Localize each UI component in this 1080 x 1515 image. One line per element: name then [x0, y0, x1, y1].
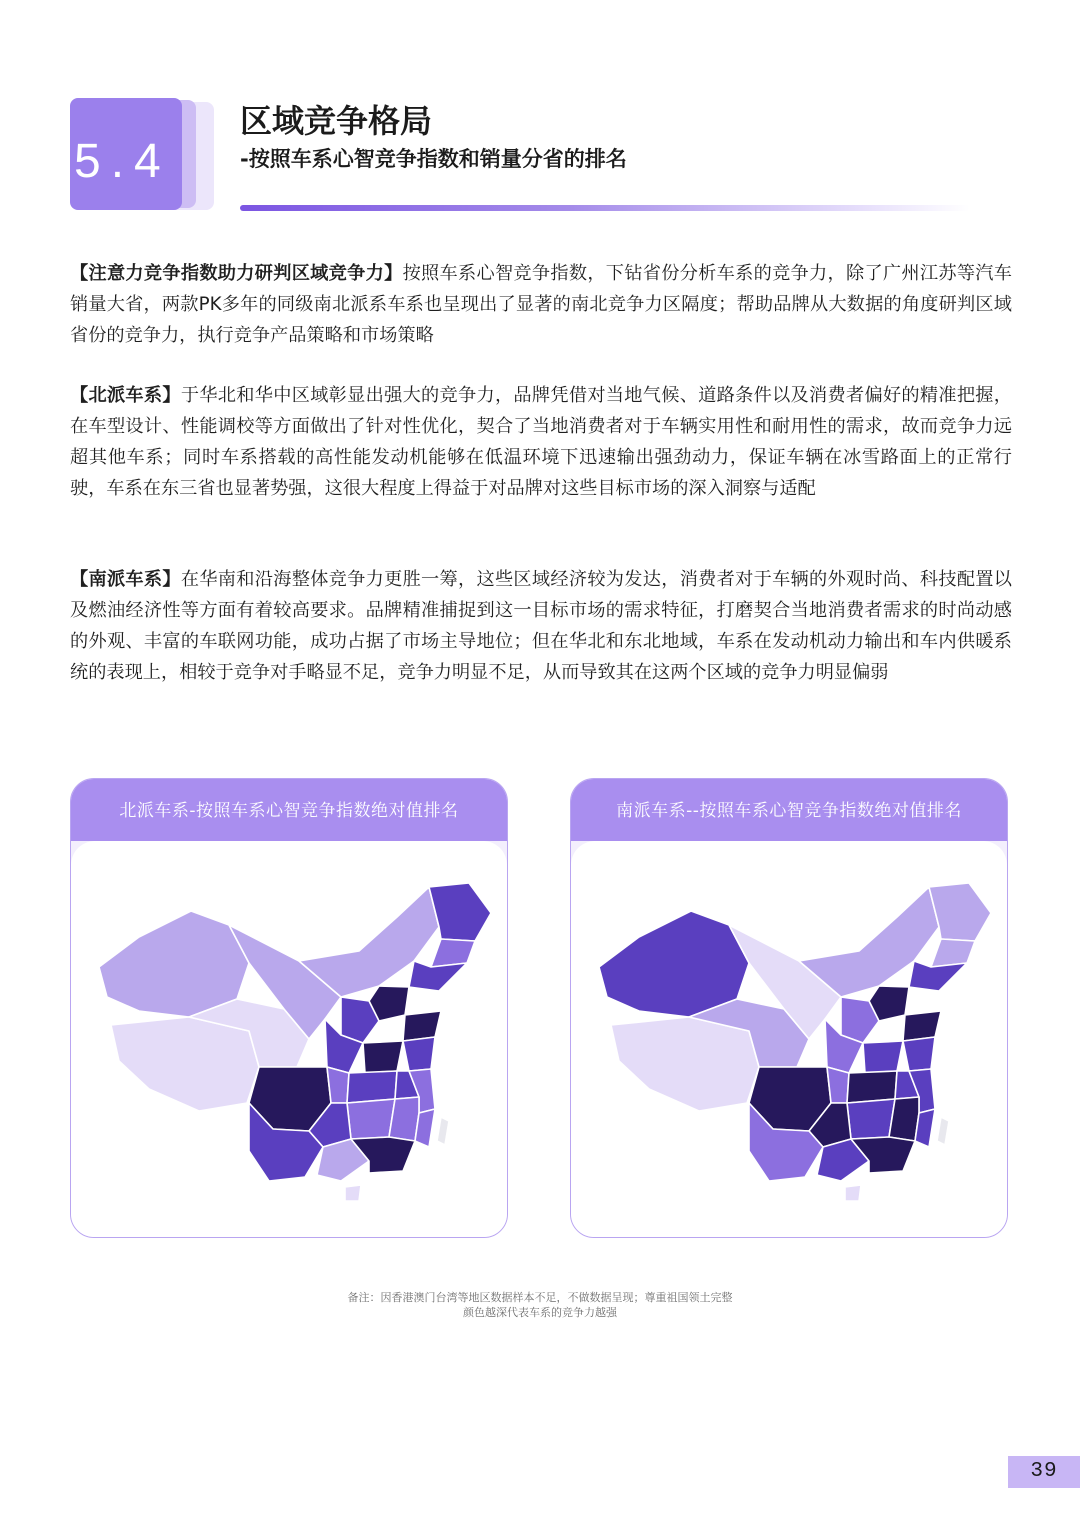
south-series-map-card — [570, 778, 1008, 1238]
province-taiwan — [437, 1117, 449, 1145]
page-title: 区域竞争格局 — [240, 102, 433, 140]
paragraph-heading: 【北派车系】 — [70, 385, 181, 406]
province-hubei — [347, 1071, 397, 1103]
province-tibet — [111, 1017, 259, 1111]
paragraph-heading: 【南派车系】 — [70, 569, 181, 590]
province-taiwan — [937, 1117, 949, 1145]
province-chongqing — [827, 1067, 849, 1103]
page-subtitle: -按照车系心智竞争指数和销量分省的排名 — [240, 147, 627, 171]
map-card-title: 北派车系-按照车系心智竞争指数绝对值排名 — [71, 779, 507, 841]
province-henan — [863, 1041, 903, 1073]
province-hubei — [847, 1071, 897, 1103]
province-fujian — [415, 1109, 435, 1147]
section-number-badge: 5.4 — [70, 98, 182, 210]
paragraph-body: 按照车系心智竞争指数，下钻省份分析车系的竞争力，除了广州江苏等汽车销量大省，两款PK多年的同级南北派系车系也呈现出了显著的南北竞争力区隔度；帮助品牌从大数据的角度研判区域省份的竞争力，执行竞争产品策略和市场策略 — [70, 263, 1012, 346]
province-hainan — [845, 1185, 861, 1201]
province-henan — [363, 1041, 403, 1073]
province-jilin — [431, 939, 475, 967]
province-hunan — [847, 1099, 895, 1139]
province-layer — [99, 883, 491, 1201]
title-underline — [240, 205, 970, 211]
china-province-map-south — [571, 841, 1008, 1238]
paragraph-north-series — [70, 380, 1012, 504]
page-number: 39 — [1008, 1456, 1080, 1488]
province-xinjiang — [599, 911, 749, 1017]
paragraph-south-series — [70, 564, 1012, 688]
province-liaoning — [909, 961, 967, 991]
paragraph-body: 在华南和沿海整体竞争力更胜一筹，这些区域经济较为发达，消费者对于车辆的外观时尚、科技配置以及燃油经济性等方面有着较高要求。品牌精准捕捉到这一目标市场的需求特征，打磨契合当地消费者需求的时尚动感的外观、丰富的车联网功能，成功占据了市场主导地位；但在华北和东北地域，车系在发动机动力输出和车内供暖系统的表现上，相较于竞争对手略显不足，竞争力明显不足，从而导致其在这两个区域的竞争力明显偏弱 — [70, 569, 1012, 683]
province-jiangsu — [903, 1037, 935, 1071]
province-tibet — [611, 1017, 759, 1111]
province-liaoning — [409, 961, 467, 991]
map-card-title: 南派车系--按照车系心智竞争指数绝对值排名 — [571, 779, 1007, 841]
footnote-legend: 颜色越深代表车系的竞争力越强 — [463, 1306, 617, 1319]
province-fujian — [915, 1109, 935, 1147]
province-hunan — [347, 1099, 395, 1139]
province-xinjiang — [99, 911, 249, 1017]
province-layer — [599, 883, 991, 1201]
province-heilongjiang — [929, 883, 991, 941]
province-jiangsu — [403, 1037, 435, 1071]
province-chongqing — [327, 1067, 349, 1103]
province-jiangxi — [889, 1097, 919, 1141]
province-jiangxi — [389, 1097, 419, 1141]
paragraph-body: 于华北和华中区域彰显出强大的竞争力，品牌凭借对当地气候、道路条件以及消费者偏好的精准把握，在车型设计、性能调校等方面做出了针对性优化，契合了当地消费者对于车辆实用性和耐用性的需求，故而竞争力远超其他车系；同时车系搭载的高性能发动机能够在低温环境下迅速输出强劲动力，保证车辆在冰雪路面上的正常行驶，车系在东三省也显著势强，这很大程度上得益于对品牌对这些目标市场的深入洞察与适配 — [70, 385, 1012, 499]
province-hainan — [345, 1185, 361, 1201]
province-heilongjiang — [429, 883, 491, 941]
paragraph-attention-index — [70, 258, 1012, 351]
footnote: 备注：因香港澳门台湾等地区数据样本不足，不做数据呈现；尊重祖国领土完整 — [347, 1291, 733, 1304]
province-jilin — [931, 939, 975, 967]
map-card-body — [571, 841, 1007, 1237]
paragraph-heading: 【注意力竞争指数助力研判区域竞争力】 — [70, 263, 403, 284]
china-province-map-north — [71, 841, 508, 1238]
map-card-body — [71, 841, 507, 1237]
north-series-map-card — [70, 778, 508, 1238]
